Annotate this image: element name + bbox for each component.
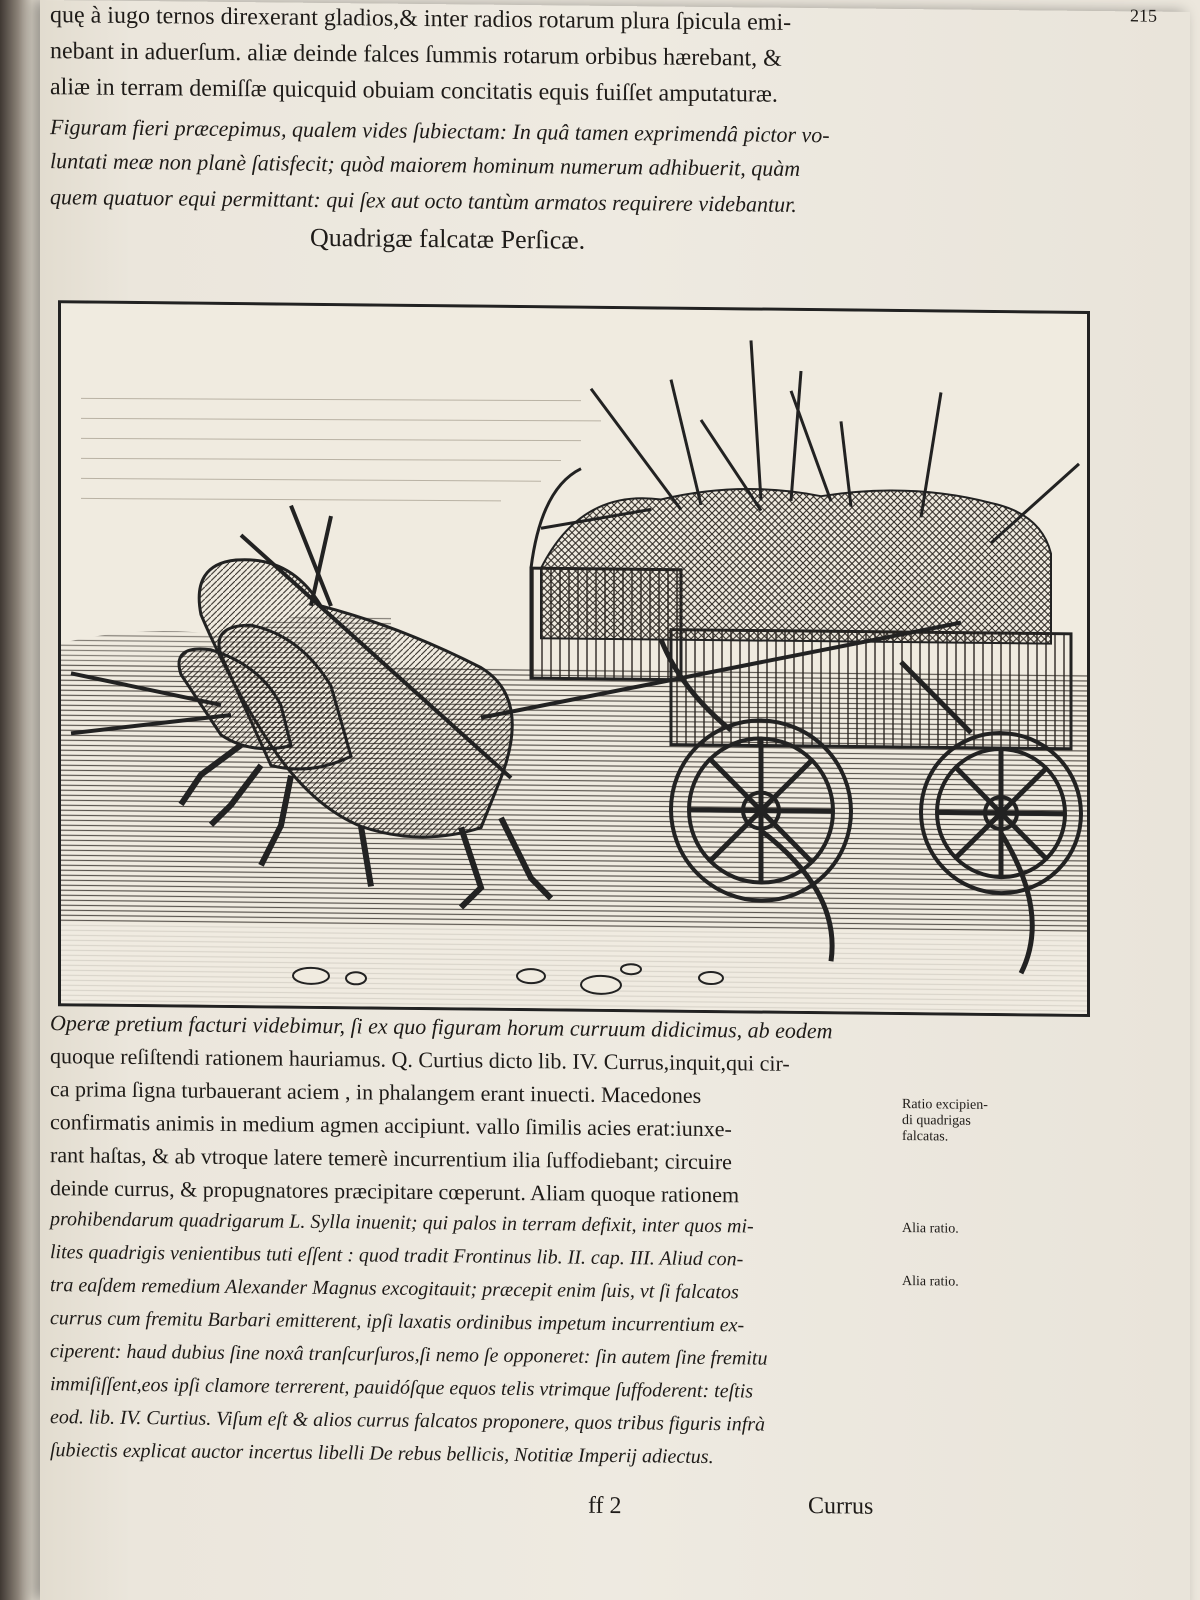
text-line: prohibendarum quadrigarum L. Sylla inuenit; qui palos in terram defixit, inter quos mi- [50,1208,754,1238]
margin-note-line: Alia ratio. [902,1274,959,1290]
page-number: 215 [1130,5,1157,26]
text-line: lites quadrigis venientibus tuti eſſent : quod tradit Frontinus lib. II. cap. III. Aliud con- [50,1241,744,1271]
text-line: luntati meæ non planè ſatisfecit; quòd maiorem hominum numerum adhibuerit, quàm [50,148,801,181]
text-line: nebant in aduerſum. aliæ deinde falces ſummis rotarum orbibus hærebant, & [50,38,782,72]
margin-note-line: falcatas. [902,1129,949,1145]
text-line: aliæ in terram demiſſæ quicquid obuiam concitatis equis fuiſſet amputaturæ. [50,74,778,108]
text-line: quę à iugo ternos direxerant gladios,& inter radios rotarum plura ſpicula emi- [50,2,792,36]
figure-caption: Quadrigæ falcatæ Perſicæ. [310,222,586,255]
chariot-woodcut-illustration [58,300,1090,1017]
margin-note-line: Alia ratio. [902,1221,959,1237]
text-line: confirmatis animis in medium agmen accipiunt. vallo ſimilis acies erat:iunxe- [50,1109,732,1142]
signature-mark: ff 2 [588,1492,622,1520]
text-line: quoque reſiſtendi rationem hauriamus. Q. Curtius dicto lib. IV. Currus,inquit,qui cir- [50,1043,790,1076]
text-line: quem quatuor equi permittant: qui ſex aut octo tantùm armatos requirere videbantur. [50,184,797,217]
margin-note [902,1221,959,1238]
text-line: tra eaſdem remedium Alexander Magnus excogitauit; præcepit enim ſuis, vt ſi falcatos [50,1274,739,1304]
text-line: eod. lib. IV. Curtius. Viſum eſt & alios currus falcatos proponere, quos tribus figuris infrà [50,1406,766,1436]
margin-note [902,1274,959,1291]
book-page [40,0,1190,1600]
catchword: Currus [808,1493,874,1520]
text-line: currus cum fremitu Barbari emitterent, ipſi laxatis ordinibus impetum incurrentium ex- [50,1307,745,1337]
text-line: Operæ pretium facturi videbimur, ſi ex quo figuram horum curruum didicimus, ab eodem [50,1010,833,1044]
margin-note-line: di quadrigas [902,1113,971,1129]
text-line: rant haſtas, & ab vtroque latere temerè incurrentium ilia ſuffodiebant; circuire [50,1142,732,1175]
text-line: Figuram fieri præcepimus, qualem vides ſubiectam: In quâ tamen exprimendâ pictor vo- [50,114,830,148]
text-line: ca prima ſigna turbauerant aciem , in phalangem erant inuecti. Macedones [50,1076,702,1108]
text-line: ciperent: haud dubius ſine noxâ tranſcurſuros,ſi nemo ſe opponeret: ſin autem ſine fremitu [50,1340,768,1370]
margin-note [902,1097,988,1146]
text-line: immiſiſſent,eos ipſi clamore terrerent, pauidóſque equos telis vtrimque ſuffoderent: teſtis [50,1373,754,1403]
margin-note-line: Ratio excipien- [902,1097,988,1113]
chariot-woodcut-image [61,303,1087,1014]
text-line: deinde currus, & propugnatores præcipitare cœperunt. Aliam quoque rationem [50,1175,740,1208]
text-line: ſubiectis explicat auctor incertus libelli De rebus bellicis, Notitiæ Imperij adiectus. [50,1439,714,1469]
